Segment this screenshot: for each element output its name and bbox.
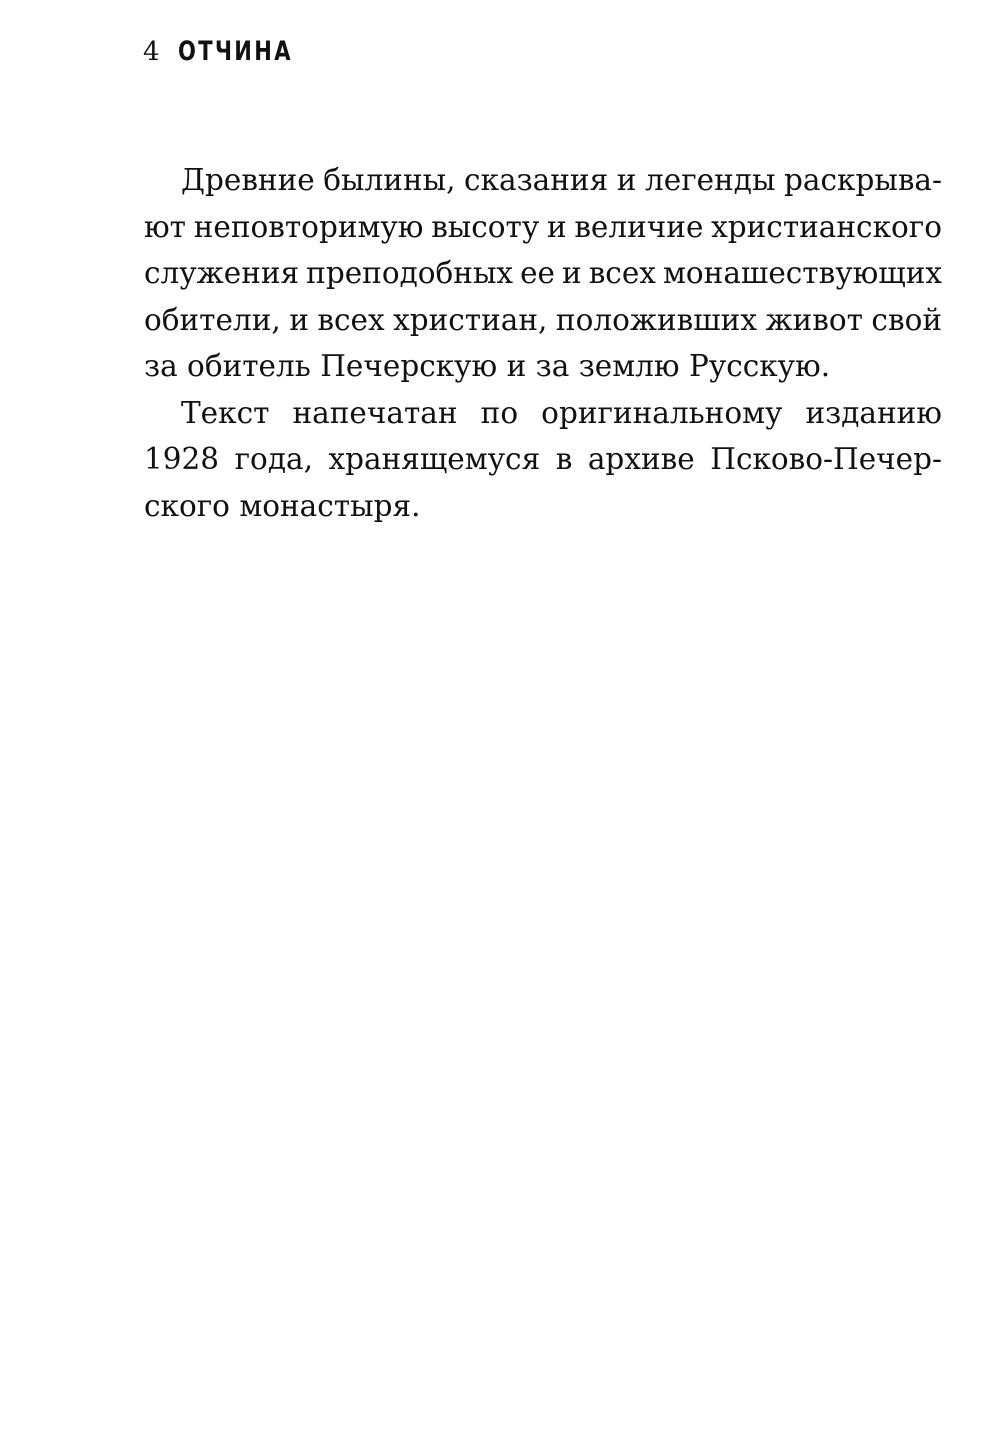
page-number: 4 [143,37,160,67]
text-line: за обитель Печерскую и за землю Русскую. [144,349,831,383]
running-title: ОТЧИНА [177,36,293,67]
text-line: 1928 года, хранящемуся в архиве Псково-Печер- [144,442,942,476]
text-line: обители, и всех христиан, положивших живот свой [144,302,942,337]
text-line: Текст напечатан по оригинальному изданию [181,395,942,430]
paragraph-source-note [144,390,942,530]
text-line: ют неповторимую высоту и величие христианского [144,209,942,244]
text-line: ского монастыря. [144,488,421,523]
body-text [144,157,942,529]
paragraph-intro [144,157,942,390]
running-head [143,36,325,70]
text-line: служения преподобных ее и всех монашествующих [144,256,942,290]
text-line: Древние былины, сказания и легенды раскрыва- [181,163,942,197]
